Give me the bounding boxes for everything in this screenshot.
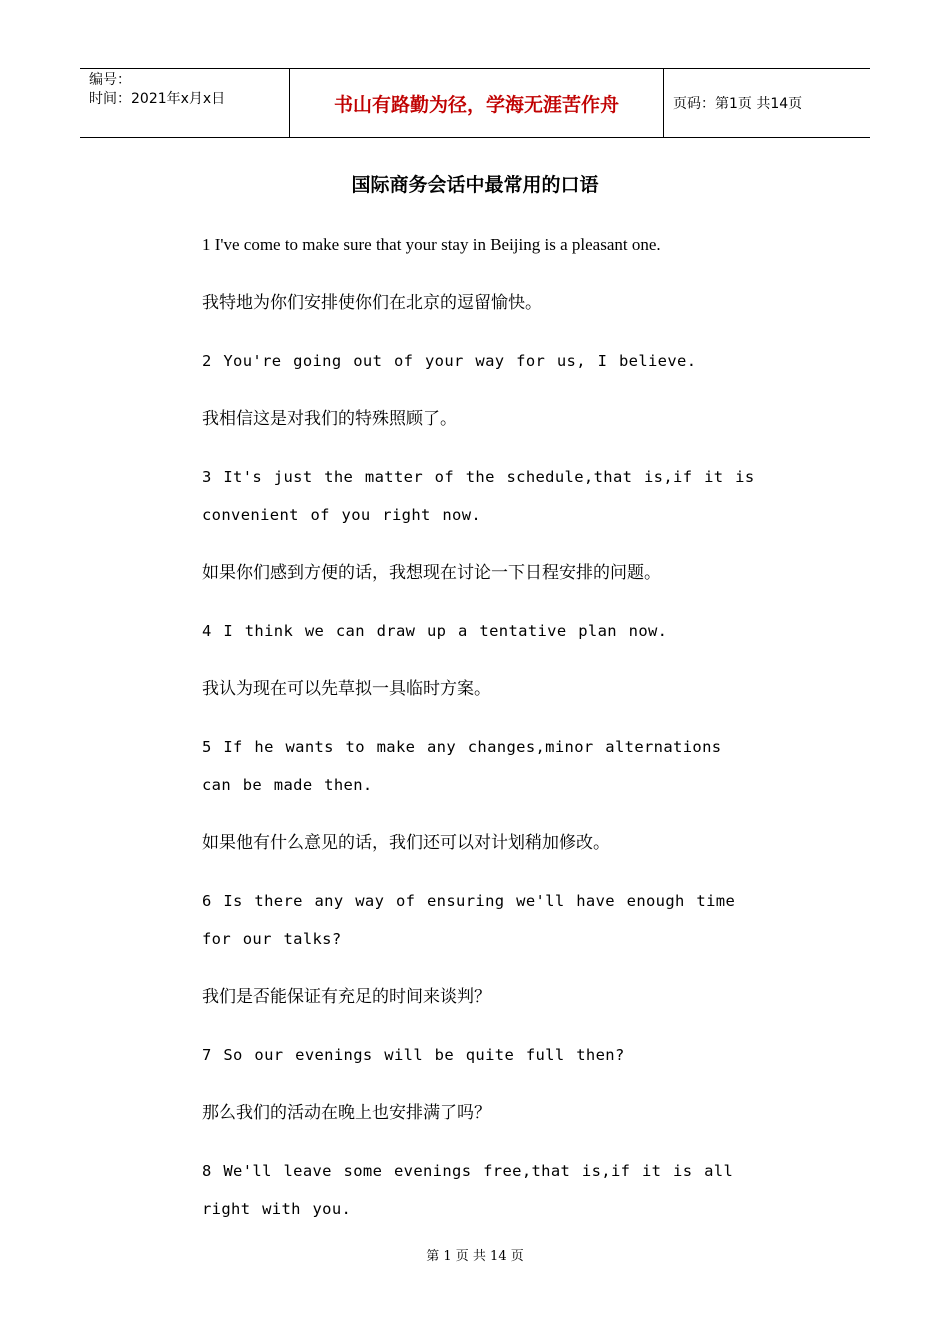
paragraph-zh-4: 我认为现在可以先草拟一具临时方案。	[202, 679, 491, 699]
page-footer: 第 1 页 共 14 页	[426, 1249, 524, 1264]
paragraph-en-5: 5 If he wants to make any changes,minor alternations can be made then.	[202, 738, 722, 794]
paragraph-en-6: 6 Is there any way of ensuring we'll have enough time for our talks?	[202, 892, 736, 948]
paragraph-zh-1: 我特地为你们安排使你们在北京的逗留愉快。	[202, 293, 542, 313]
header-motto: 书山有路勤为径，学海无涯苦作舟	[290, 69, 664, 137]
paragraph-zh-3: 如果你们感到方便的话，我想现在讨论一下日程安排的问题。	[202, 563, 661, 583]
paragraph-zh-7: 那么我们的活动在晚上也安排满了吗？	[202, 1103, 491, 1123]
paragraph-zh-2: 我相信这是对我们的特殊照顾了。	[202, 409, 457, 429]
paragraph-en-7: 7 So our evenings will be quite full then?	[202, 1046, 625, 1064]
paragraph-en-2: 2 You're going out of your way for us, I believe.	[202, 352, 697, 370]
paragraph-zh-5: 如果他有什么意见的话，我们还可以对计划稍加修改。	[202, 833, 610, 853]
paragraph-en-3: 3 It's just the matter of the schedule,that is,if it is convenient of you right now.	[202, 468, 755, 524]
header-page-info: 页码：第1页 共14页	[673, 96, 803, 112]
paragraph-en-1: 1 I've come to make sure that your stay in Beijing is a pleasant one.	[202, 235, 661, 254]
paragraph-en-4: 4 I think we can draw up a tentative plan now.	[202, 622, 668, 640]
document-number-label: 编号：	[89, 72, 131, 88]
document-date-label: 时间：2021年x月x日	[89, 91, 226, 107]
document-title: 国际商务会话中最常用的口语	[351, 174, 599, 196]
header-meta	[80, 69, 290, 137]
paragraph-zh-6: 我们是否能保证有充足的时间来谈判？	[202, 987, 491, 1007]
page-header	[80, 68, 870, 138]
document-body	[202, 226, 762, 1248]
paragraph-en-8: 8 We'll leave some evenings free,that is,if it is all right with you.	[202, 1162, 734, 1218]
